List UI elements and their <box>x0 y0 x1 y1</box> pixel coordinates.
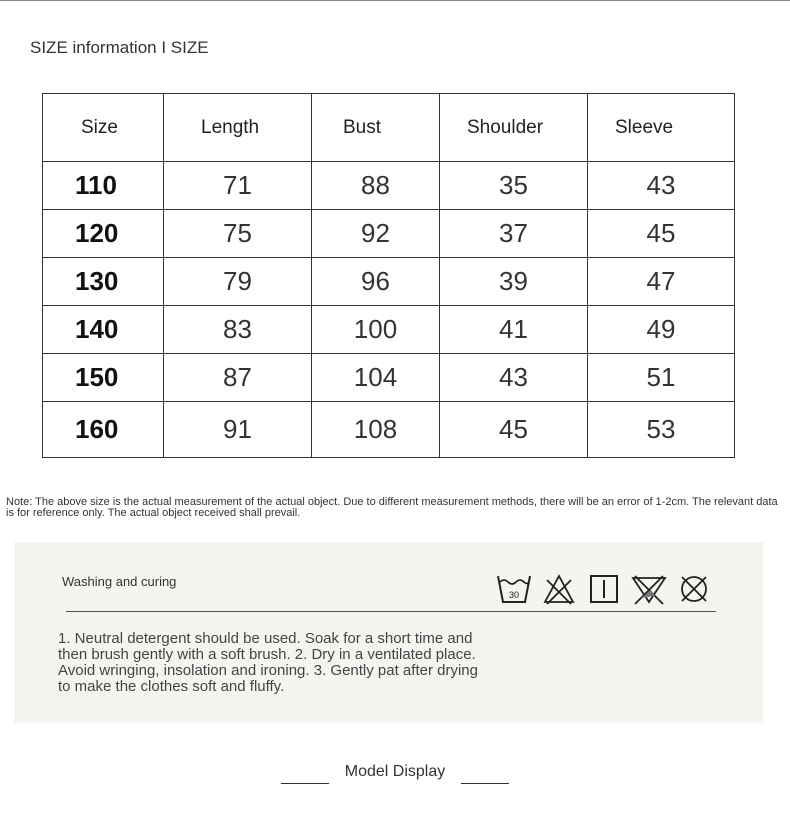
cell-bust: 88 <box>312 162 440 210</box>
care-panel <box>14 542 763 723</box>
cell-shoulder: 45 <box>440 402 588 458</box>
cell-sleeve: 47 <box>588 258 735 306</box>
size-note: Note: The above size is the actual measurement of the actual object. Due to different measurement methods, there will be an error of 1-2cm. The relevant data is for reference only. The actual object received shall prevail. <box>6 496 778 519</box>
cell-size: 140 <box>43 306 164 354</box>
cell-length: 71 <box>164 162 312 210</box>
cell-length: 75 <box>164 210 312 258</box>
top-divider <box>0 0 790 1</box>
table-row <box>43 162 735 210</box>
header-shoulder: Shoulder <box>440 94 588 162</box>
table-row <box>43 258 735 306</box>
cell-length: 79 <box>164 258 312 306</box>
header-sleeve: Sleeve <box>588 94 735 162</box>
cell-size: 130 <box>43 258 164 306</box>
care-divider <box>66 611 716 612</box>
cell-bust: 100 <box>312 306 440 354</box>
divider-right <box>461 783 509 784</box>
header-size: Size <box>43 94 164 162</box>
cell-bust: 92 <box>312 210 440 258</box>
page-title: SIZE information I SIZE <box>30 38 209 57</box>
cell-shoulder: 37 <box>440 210 588 258</box>
cell-sleeve: 49 <box>588 306 735 354</box>
cell-sleeve: 45 <box>588 210 735 258</box>
hang-dry-icon <box>586 572 622 606</box>
no-bleach-icon <box>541 572 577 606</box>
model-display-heading <box>0 763 790 784</box>
wash-30-icon <box>496 572 532 606</box>
care-icons <box>496 572 712 606</box>
table-row <box>43 306 735 354</box>
cell-size: 160 <box>43 402 164 458</box>
cell-shoulder: 43 <box>440 354 588 402</box>
cell-length: 91 <box>164 402 312 458</box>
wash-temp-label: 30 <box>508 590 520 600</box>
table-row <box>43 402 735 458</box>
no-tumble-dry-icon <box>676 572 712 606</box>
table-row <box>43 354 735 402</box>
cell-bust: 108 <box>312 402 440 458</box>
cell-size: 110 <box>43 162 164 210</box>
cell-size: 120 <box>43 210 164 258</box>
cell-sleeve: 51 <box>588 354 735 402</box>
care-title: Washing and curing <box>62 574 177 589</box>
no-iron-icon <box>631 572 667 606</box>
cell-length: 87 <box>164 354 312 402</box>
cell-shoulder: 41 <box>440 306 588 354</box>
cell-shoulder: 39 <box>440 258 588 306</box>
model-display-label: Model Display <box>344 763 446 780</box>
table-header-row <box>43 94 735 162</box>
cell-bust: 104 <box>312 354 440 402</box>
cell-bust: 96 <box>312 258 440 306</box>
size-table <box>42 93 735 458</box>
cell-sleeve: 53 <box>588 402 735 458</box>
header-length: Length <box>164 94 312 162</box>
care-instructions: 1. Neutral detergent should be used. Soak for a short time and then brush gently with a soft brush. 2. Dry in a ventilated place. Avoid wringing, insolation and ironing. 3. Gently pat after drying to make the clothes soft and fluffy. <box>58 630 478 695</box>
divider-left <box>281 783 329 784</box>
cell-shoulder: 35 <box>440 162 588 210</box>
cell-length: 83 <box>164 306 312 354</box>
header-bust: Bust <box>312 94 440 162</box>
cell-size: 150 <box>43 354 164 402</box>
cell-sleeve: 43 <box>588 162 735 210</box>
table-row <box>43 210 735 258</box>
